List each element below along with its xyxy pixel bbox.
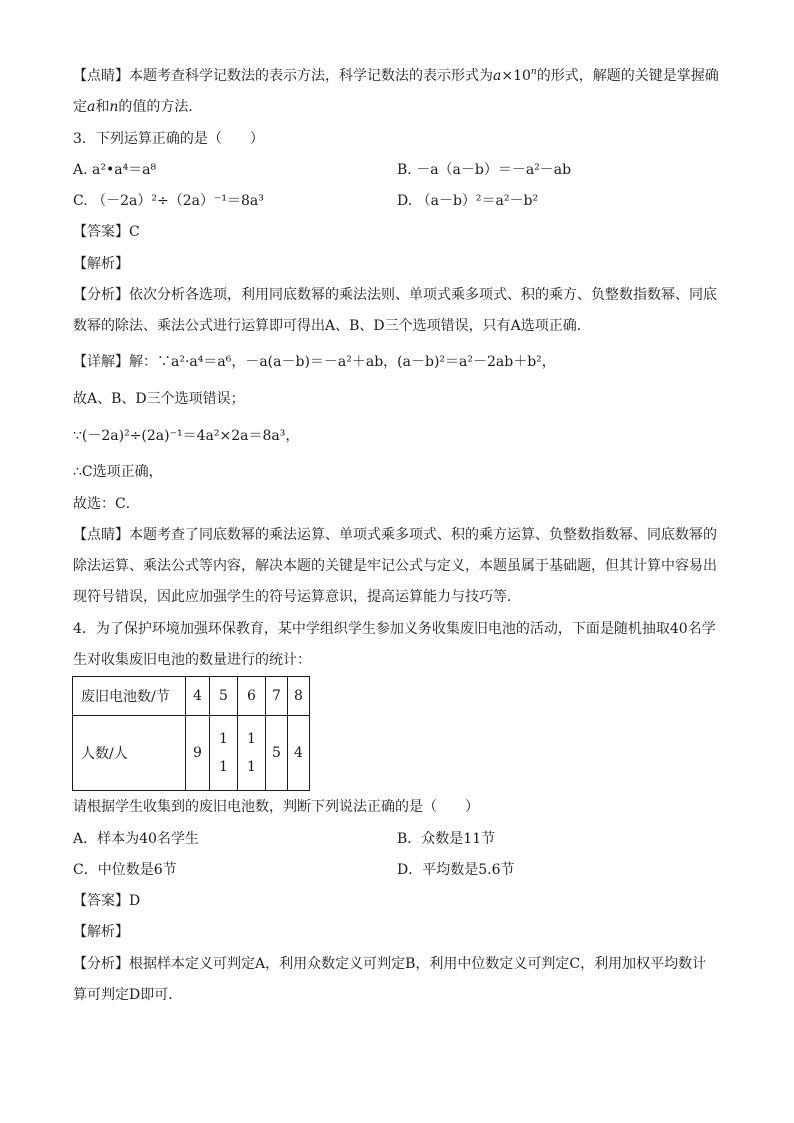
table-cell: 8 [288,677,310,716]
q3-xiangjie: 【详解】解：∵a²·a⁴＝a⁶，－a(a－b)＝－a²＋ab，(a－b)²＝a²－2ab＋b²， [73,354,556,370]
q3-therefore: ∴C选项正确， [73,464,163,480]
table-cell: 7 [266,677,288,716]
q4-question: 请根据学生收集到的废旧电池数，判断下列说法正确的是（ ） [73,799,479,815]
dianjing-tag: 【点睛】 [73,68,129,84]
table-cell: 4 [288,716,310,791]
q4-answer: 【答案】D [73,893,141,909]
table-cell: 9 [186,716,210,791]
q3-option-a: A. a²•a⁴＝a⁸ [73,162,157,178]
q4-stem-1: 4．为了保护环境加强环保教育，某中学组织学生参加义务收集废旧电池的活动，下面是随机抽取40名学 [73,621,716,637]
q3-answer: 【答案】C [73,224,140,240]
table-cell: 1 1 [238,716,266,791]
q3-dianjing-1: 【点睛】本题考查了同底数幂的乘法运算、单项式乘多项式、积的乘方运算、负整数指数幂、同底数幂的 [73,527,717,543]
q4-option-a: A．样本为40名学生 [73,831,199,847]
q3-option-c: C. （－2a）²÷（2a）⁻¹＝8a³ [73,193,264,209]
q3-dianjing-2: 除法运算、乘法公式等内容，解决本题的关键是牢记公式与定义，本题虽属于基础题，但其计算中容易出 [73,558,717,574]
q3-guxuan: 故选：C． [73,496,140,512]
q4-option-c: C．中位数是6节 [73,862,177,878]
q4-stem-2: 生对收集废旧电池的数量进行的统计： [73,652,311,668]
dianjing-line-2: 定a和n的值的方法． [73,99,203,115]
table-row [73,677,310,716]
table-cell: 4 [186,677,210,716]
q3-jiexi: 【解析】 [73,256,129,272]
q3-fenxi-2: 数幂的除法、乘法公式进行运算即可得出A、B、D三个选项错误，只有A选项正确． [73,318,591,334]
q3-dianjing-3: 现符号错误，因此应加强学生的符号运算意识，提高运算能力与技巧等． [73,589,521,605]
dianjing-line-1: 【点睛】本题考查科学记数法的表示方法，科学记数法的表示形式为$a\times 10^n$的形式，解题的关键是掌握确 [73,67,719,84]
q3-option-d: D. （a－b）²＝a²－b² [397,193,539,209]
q3-stem: 3．下列运算正确的是（ ） [73,131,264,147]
q4-option-d: D．平均数是5.6节 [397,862,515,878]
q4-option-b: B．众数是11节 [397,831,496,847]
q4-fenxi-2: 算可判定D即可． [73,987,183,1003]
table-cell: 6 [238,677,266,716]
battery-stats-table [72,676,310,791]
table-cell: 5 [266,716,288,791]
q4-fenxi-1: 【分析】根据样本定义可判定A，利用众数定义可判定B，利用中位数定义可判定C，利用加权平均数计 [73,956,707,972]
table-cell: 5 [210,677,238,716]
table-header-cell: 废旧电池数/节 [73,677,186,716]
q3-fenxi-1: 【分析】依次分析各选项，利用同底数幂的乘法法则、单项式乘多项式、积的乘方、负整数指数幂、同底 [73,287,717,303]
q3-option-b: B. －a（a－b）＝－a²－ab [397,162,572,178]
q3-because: ∵(－2a)²÷(2a)⁻¹＝4a²×2a＝8a³， [73,428,300,444]
table-row [73,716,310,791]
q4-jiexi: 【解析】 [73,924,129,940]
table-row-label: 人数/人 [73,716,186,791]
q3-gu: 故A、B、D三个选项错误； [73,391,245,407]
table-cell: 1 1 [210,716,238,791]
